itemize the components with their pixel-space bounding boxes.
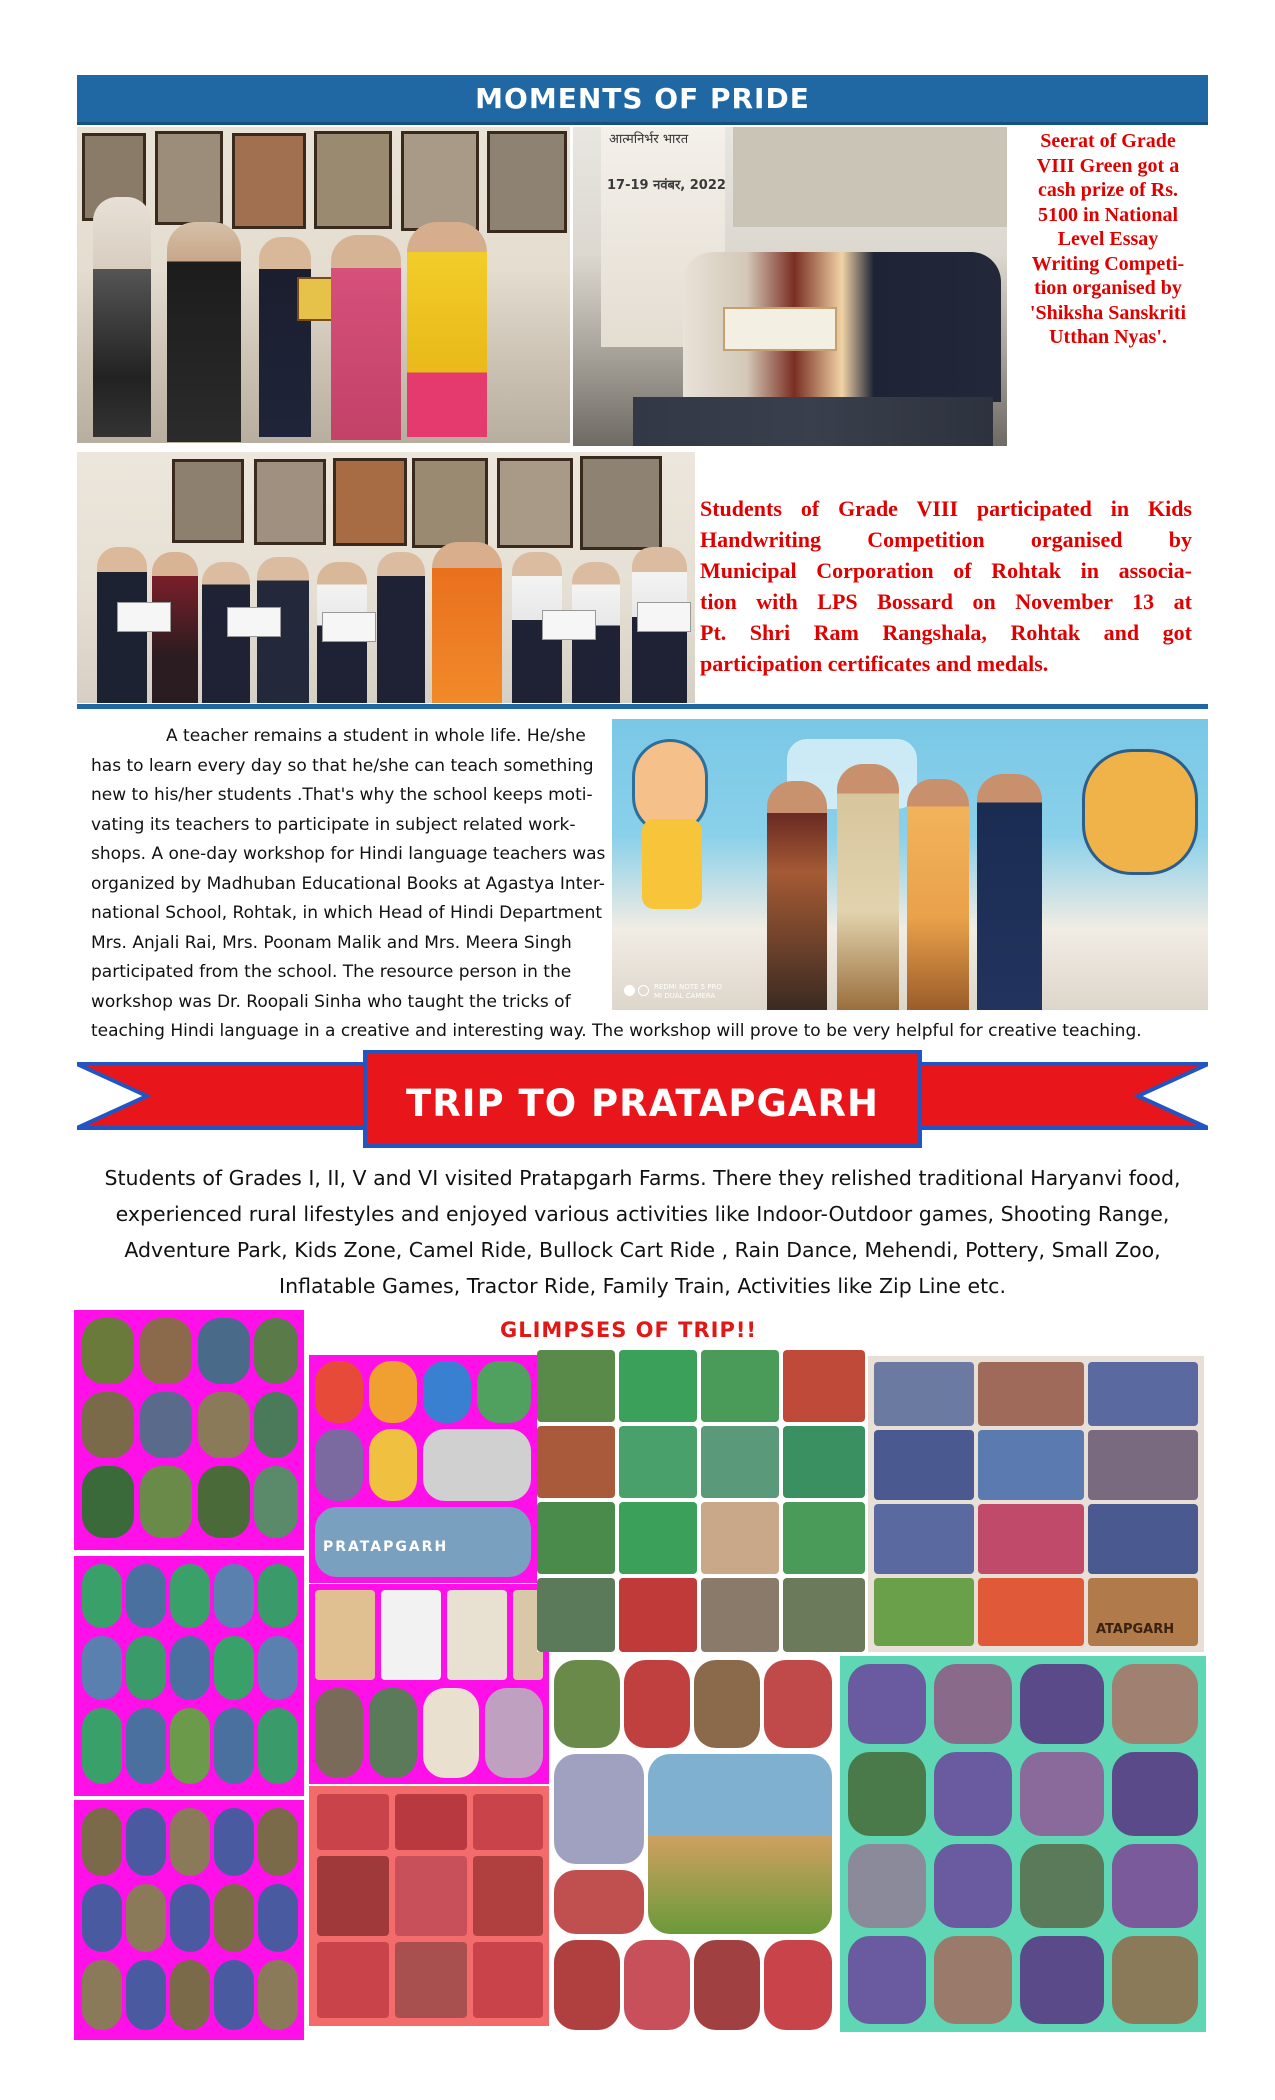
trip-title: TRIP TO PRATAPGARH xyxy=(405,1082,880,1125)
workshop-line: has to learn every day so that he/she can teach something xyxy=(91,755,594,776)
trip-line: experienced rural lifestyles and enjoyed various activities like Indoor-Outdoor games, Shooting Range, xyxy=(115,1202,1170,1226)
pride-photo-handwriting-group xyxy=(77,452,695,703)
collage-magenta-middle xyxy=(74,1556,304,1796)
handwriting-caption-line: tion with LPS Bossard on November 13 at xyxy=(700,589,1192,614)
pratapgarh-sign-text: PRATAPGARH xyxy=(323,1539,449,1555)
essay-caption-line: 5100 in National xyxy=(1037,203,1179,226)
camera-watermark-line: REDMI NOTE 5 PRO xyxy=(654,983,722,991)
workshop-photo-teachers xyxy=(612,719,1208,1010)
essay-caption-line: Utthan Nyas'. xyxy=(1049,326,1167,348)
essay-caption-line: Level Essay xyxy=(1057,228,1159,250)
handwriting-caption-line: Students of Grade VIII participated in Kids xyxy=(700,496,1192,521)
workshop-line: national School, Rohtak, in which Head of Hindi Department xyxy=(91,903,603,923)
collage-adventure-park xyxy=(554,1660,832,2030)
trip-line: Inflatable Games, Tractor Ride, Family Train, Activities like Zip Line etc. xyxy=(279,1274,1006,1298)
moments-of-pride-title: MOMENTS OF PRIDE xyxy=(475,82,810,115)
essay-caption xyxy=(1008,129,1208,350)
workshop-line: Mrs. Anjali Rai, Mrs. Poonam Malik and Mrs. Meera Singh xyxy=(91,932,572,953)
workshop-line: vating its teachers to participate in subject related work- xyxy=(91,814,576,835)
trip-line: Students of Grades I, II, V and VI visited Pratapgarh Farms. There they relished traditional Haryanvi food, xyxy=(104,1166,1181,1190)
collage-cutouts xyxy=(309,1584,549,1784)
handwriting-caption-line: participation certificates and medals. xyxy=(700,651,1049,676)
pride-photo-award-ceremony xyxy=(573,127,1007,446)
essay-caption-line: Writing Competi- xyxy=(1031,252,1185,275)
workshop-line: workshop was Dr. Roopali Sinha who taught the tricks of xyxy=(91,991,571,1012)
essay-caption-line: VIII Green got a xyxy=(1036,154,1180,177)
workshop-line: organized by Madhuban Educational Books at Agastya Inter- xyxy=(91,873,605,894)
collage-blue-shirts xyxy=(868,1356,1204,1652)
collage-mint xyxy=(840,1656,1206,2032)
workshop-paragraph xyxy=(91,722,611,1017)
essay-caption-line: 'Shiksha Sanskriti xyxy=(1029,301,1187,324)
section-divider-rule xyxy=(77,704,1208,709)
essay-caption-line: Seerat of Grade xyxy=(1040,130,1176,152)
collage-red-shirts xyxy=(309,1786,549,2026)
workshop-line: new to his/her students .That's why the school keeps moti- xyxy=(91,785,593,805)
trip-line: Adventure Park, Kids Zone, Camel Ride, Bullock Cart Ride , Rain Dance, Mehendi, Pottery, Small Zoo, xyxy=(124,1238,1161,1262)
pride-photo-portraits-group xyxy=(77,127,570,443)
event-sign-date: 17-19 नवंबर, 2022 xyxy=(607,178,726,193)
collage-magenta-top xyxy=(74,1310,304,1550)
pratapgarh-sign-text: ATAPGARH xyxy=(1096,1622,1175,1637)
collage-inflatables xyxy=(309,1355,537,1583)
trip-paragraph xyxy=(77,1160,1208,1304)
handwriting-caption-line: Municipal Corporation of Rohtak in associa- xyxy=(700,558,1192,583)
collage-green-shirts xyxy=(537,1350,865,1652)
event-sign-hindi: आत्मनिर्भर भारत xyxy=(609,132,689,147)
workshop-line: participated from the school. The resource person in the xyxy=(91,962,572,982)
camera-watermark-line: MI DUAL CAMERA xyxy=(654,992,716,1000)
glimpses-title: GLIMPSES OF TRIP!! xyxy=(500,1318,757,1342)
workshop-line: A teacher remains a student in whole life. He/she xyxy=(166,726,586,746)
workshop-last-line: teaching Hindi language in a creative and interesting way. The workshop will prove to be very helpful for creative teaching. xyxy=(91,1021,1142,1041)
essay-caption-line: cash prize of Rs. xyxy=(1038,179,1178,201)
handwriting-caption-line: Pt. Shri Ram Rangshala, Rohtak and got xyxy=(700,620,1192,645)
handwriting-caption-line: Handwriting Competition organised by xyxy=(700,527,1192,552)
handwriting-caption xyxy=(700,493,1192,679)
moments-of-pride-banner xyxy=(77,75,1208,125)
workshop-line: shops. A one-day workshop for Hindi language teachers was xyxy=(91,844,606,864)
essay-caption-line: tion organised by xyxy=(1034,277,1182,299)
collage-magenta-bottom xyxy=(74,1800,304,2040)
